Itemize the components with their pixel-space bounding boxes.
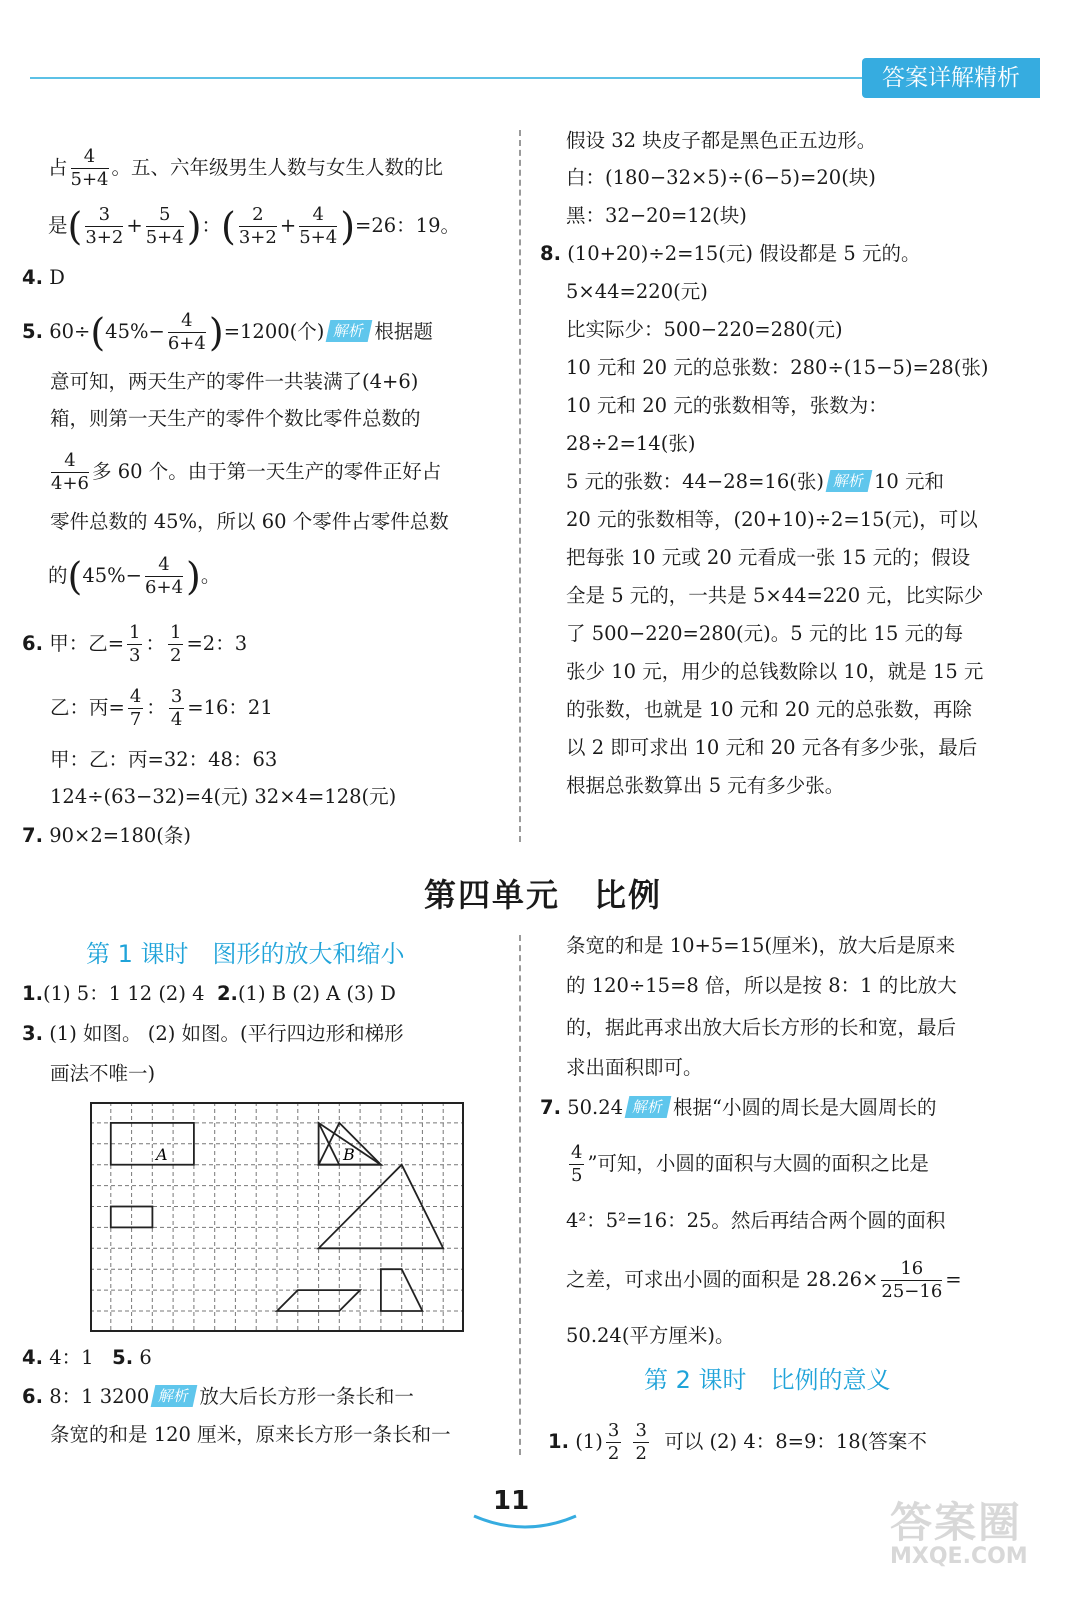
answer-q5: 5. 60÷(45%− $\frac{4}{6+4}$ )=1200(个) 解析 根据题 bbox=[22, 310, 433, 355]
header-rule bbox=[30, 77, 870, 79]
answer-line: 条宽的和是 10+5=15(厘米)，放大后是原来 bbox=[566, 934, 956, 957]
analysis-tag: 解析 bbox=[326, 320, 373, 342]
answer-q8: 8. (10+20)÷2=15(元) 假设都是 5 元的。 bbox=[540, 242, 921, 265]
answer-line: 以 2 即可求出 10 元和 20 元各有多少张，最后 bbox=[566, 736, 978, 759]
answer-line: 的(45%− $\frac{4}{6+4}$ )。 bbox=[48, 554, 221, 599]
answer-q6: 6. 8：1 3200 解析 放大后长方形一条长和一 bbox=[22, 1385, 414, 1408]
answer-line: 把每张 10 元或 20 元看成一张 15 元的；假设 bbox=[566, 546, 971, 569]
page-number-swoosh bbox=[470, 1512, 580, 1532]
answer-q3: 3. (1) 如图。 (2) 如图。(平行四边形和梯形 bbox=[22, 1022, 404, 1045]
answer-q4: 4. D bbox=[22, 266, 65, 289]
answer-line: 124÷(63−32)=4(元) 32×4=128(元) bbox=[50, 785, 397, 808]
answer-line: $\frac{4}{4+6}$ 多 60 个。由于第一天生产的零件正好占 bbox=[51, 450, 442, 494]
answer-line: 是( $\frac{3}{3+2}$ + $\frac{5}{5+4}$ )：( $\frac{2}{3+2}$ + $\frac{4}{5+4}$ )=26：19。 bbox=[48, 204, 460, 249]
answer-line: 求出面积即可。 bbox=[566, 1056, 703, 1079]
answer-line: 根据总张数算出 5 元有多少张。 bbox=[566, 774, 845, 797]
answer-line: 比实际少：500−220=280(元) bbox=[566, 318, 843, 341]
answer-line: 的张数，也就是 10 元和 20 元的总张数，再除 bbox=[566, 698, 972, 721]
lesson-title: 第 1 课时 图形的放大和缩小 bbox=[86, 940, 405, 968]
header-badge: 答案详解精析 bbox=[862, 58, 1040, 98]
label-b: B bbox=[343, 1145, 355, 1164]
grid-figure bbox=[90, 1102, 464, 1332]
answer-line: 的，据此再求出放大后长方形的长和宽，最后 bbox=[566, 1016, 957, 1039]
answer-q1-q2: 1.(1) 5：1 12 (2) 4 2.(1) B (2) A (3) D bbox=[22, 982, 396, 1005]
answer-line: 画法不唯一) bbox=[50, 1062, 156, 1085]
watermark: 答案圈 MXQE.COM bbox=[890, 1498, 1028, 1569]
answer-line: 全是 5 元的，一共是 5×44=220 元，比实际少 bbox=[566, 584, 984, 607]
answer-line: 10 元和 20 元的总张数：280÷(15−5)=28(张) bbox=[566, 356, 989, 379]
answer-line: 意可知，两天生产的零件一共装满了(4+6) bbox=[50, 370, 419, 393]
answer-q4-q5: 4. 4：1 5. 6 bbox=[22, 1346, 152, 1369]
answer-line: 4²：5²=16：25。然后再结合两个圆的面积 bbox=[566, 1209, 946, 1232]
answer-line: 20 元的张数相等，(20+10)÷2=15(元)，可以 bbox=[566, 508, 978, 531]
answer-line: 10 元和 20 元的张数相等，张数为： bbox=[566, 394, 888, 417]
answer-q6: 6. 甲：乙= $\frac{1}{3}$ ： $\frac{1}{2}$ =2：3 bbox=[22, 622, 248, 666]
answer-line: 甲：乙：丙=32：48：63 bbox=[50, 748, 278, 771]
answer-line: 5×44=220(元) bbox=[566, 280, 708, 303]
answer-q7: 7. 90×2=180(条) bbox=[22, 824, 192, 847]
answer-line: 黑：32−20=12(块) bbox=[566, 204, 747, 227]
answer-line: $\frac{4}{5}$ ”可知，小圆的面积与大圆的面积之比是 bbox=[571, 1142, 929, 1186]
answer-line: 之差，可求出小圆的面积是 28.26× $\frac{16}{25-16}$ = bbox=[566, 1258, 962, 1302]
analysis-tag: 解析 bbox=[625, 1096, 672, 1118]
answer-line: 箱，则第一天生产的零件个数比零件总数的 bbox=[50, 407, 421, 430]
analysis-tag: 解析 bbox=[151, 1385, 198, 1407]
answer-line: 50.24(平方厘米)。 bbox=[566, 1324, 735, 1347]
column-divider-top bbox=[519, 130, 521, 842]
answer-line: 条宽的和是 120 厘米，原来长方形一条长和一 bbox=[50, 1423, 451, 1446]
unit-title: 第四单元 比例 bbox=[423, 876, 662, 914]
answer-q1: 1. (1) $\frac{3}{2}$ $\frac{3}{2}$ 可以 (2) 4：8=9：18(答案不 bbox=[548, 1420, 927, 1464]
answer-line: 假设 32 块皮子都是黑色正五边形。 bbox=[566, 129, 877, 152]
answer-line: 张少 10 元，用少的总钱数除以 10，就是 15 元 bbox=[566, 660, 984, 683]
fraction: $\frac{4}{5+4}$ bbox=[70, 146, 109, 190]
answer-line: 了 500−220=280(元)。5 元的比 15 元的每 bbox=[566, 622, 964, 645]
analysis-tag: 解析 bbox=[826, 470, 873, 492]
page-number: 11 bbox=[493, 1486, 530, 1516]
answer-line: 28÷2=14(张) bbox=[566, 432, 696, 455]
answer-line: 的 120÷15=8 倍，所以是按 8：1 的比放大 bbox=[566, 974, 957, 997]
answer-line: 零件总数的 45%，所以 60 个零件占零件总数 bbox=[50, 510, 449, 533]
column-divider-bottom bbox=[519, 935, 521, 1455]
answer-q7: 7. 50.24 解析 根据“小圆的周长是大圆周长的 bbox=[540, 1096, 937, 1119]
answer-line: 乙：丙= $\frac{4}{7}$ ： $\frac{3}{4}$ =16：21 bbox=[50, 686, 273, 730]
answer-line: 占 $\frac{4}{5+4}$ 。五、六年级男生人数与女生人数的比 bbox=[48, 146, 444, 190]
answer-line: 白：(180−32×5)÷(6−5)=20(块) bbox=[566, 166, 876, 189]
answer-line: 5 元的张数：44−28=16(张) 解析 10 元和 bbox=[566, 470, 944, 493]
lesson-title: 第 2 课时 比例的意义 bbox=[644, 1366, 891, 1394]
label-a: A bbox=[156, 1145, 168, 1164]
